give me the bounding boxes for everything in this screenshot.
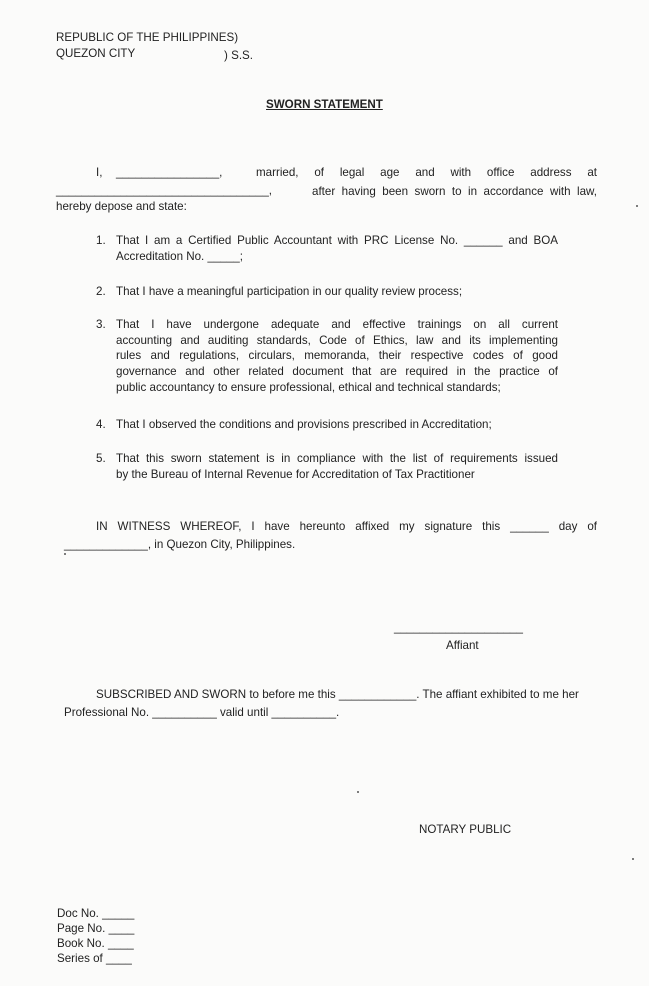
footer-doc-no (57, 906, 134, 922)
item-line: That this sworn statement is in compliance with the list of requirements issued (116, 452, 558, 465)
intro-name-blank: ________________, (116, 166, 223, 179)
footer-label: Doc No. (57, 907, 99, 920)
notary-public-label: NOTARY PUBLIC (419, 823, 512, 836)
footer-page-no (57, 921, 134, 937)
footer-blank: ____ (107, 937, 134, 950)
item-line: by the Bureau of Internal Revenue for Accreditation of Tax Practitioner (116, 467, 475, 481)
intro-line2-text: after having been sworn to in accordance with law, (312, 185, 597, 198)
affiant-label: Affiant (446, 639, 479, 652)
scan-speck (636, 205, 638, 207)
footer-blank: ____ (106, 952, 132, 965)
item-line: accounting and auditing standards, Code of Ethics, law and its implementing (116, 333, 558, 347)
item-number: 5. (96, 452, 106, 465)
item-line: governance and other related document that are required in the practice of (116, 364, 558, 378)
item-line: rules and regulations, circulars, memoranda, their respective codes of good (116, 349, 558, 363)
item-line: That I observed the conditions and provisions prescribed in Accreditation; (116, 418, 492, 431)
footer-label: Series of (57, 952, 103, 965)
intro-i: I, (96, 166, 103, 179)
footer-label: Page No. (57, 922, 106, 935)
header-ss: ) S.S. (224, 49, 253, 62)
footer-blank: _____ (102, 907, 135, 920)
scan-speck (357, 791, 359, 793)
item-line: Accreditation No. _____; (116, 249, 243, 263)
page-title: SWORN STATEMENT (266, 98, 383, 111)
scan-speck (632, 858, 634, 860)
witness-line2: _____________, in Quezon City, Philippines. (64, 538, 296, 551)
witness-line1: IN WITNESS WHEREOF, I have hereunto affixed my signature this ______ day of (96, 520, 597, 533)
subscribed-line1: SUBSCRIBED AND SWORN to before me this ____________. The affiant exhibited to me her (96, 688, 579, 701)
item-line: public accountancy to ensure professional, ethical and technical standards; (116, 380, 501, 394)
header-republic: REPUBLIC OF THE PHILIPPINES) (56, 31, 239, 44)
item-line: That I have undergone adequate and effective trainings on all current (116, 318, 558, 331)
footer-label: Book No. (57, 937, 105, 950)
item-number: 4. (96, 418, 106, 431)
footer-book-no (57, 936, 134, 952)
scan-speck (64, 553, 66, 555)
footer-blank: ____ (108, 922, 135, 935)
item-line: That I have a meaningful participation in our quality review process; (116, 285, 463, 298)
footer-series-of (57, 951, 132, 967)
intro-address-blank: _________________________________, (56, 184, 273, 197)
header-city: QUEZON CITY (56, 47, 136, 60)
item-number: 1. (96, 234, 106, 247)
item-number: 2. (96, 285, 106, 298)
intro-line1-text: married, of legal age and with office address at (256, 166, 597, 179)
item-number: 3. (96, 318, 106, 331)
intro-line3-text: hereby depose and state: (56, 200, 187, 213)
subscribed-line2: Professional No. __________ valid until __________. (64, 706, 340, 719)
affiant-signature-line: ____________________ (394, 621, 523, 634)
item-line: That I am a Certified Public Accountant with PRC License No. ______ and BOA (116, 234, 558, 247)
